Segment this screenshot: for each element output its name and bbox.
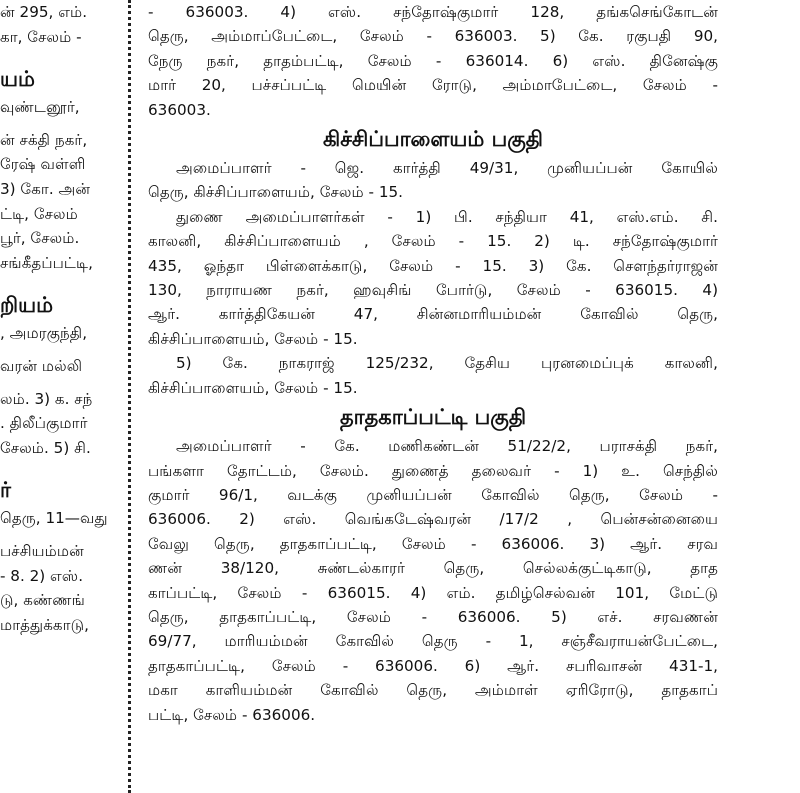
text-line: காலனி, கிச்சிப்பாளையம் , சேலம் - 15. 2) டி. சந்தோஷ்குமார் xyxy=(148,232,718,251)
text-line: கிச்சிப்பாளையம், சேலம் - 15. xyxy=(148,329,358,348)
text-line: பங்களா தோட்டம், சேலம். துணைத் தலைவர் - 1) உ. செந்தில் xyxy=(148,461,718,480)
text-line: சேலம். 5) சி. xyxy=(0,438,91,457)
text-line: டு, கண்ணங் xyxy=(0,591,85,610)
paragraph-continuation xyxy=(148,0,718,122)
text-line: சங்கீதப்பட்டி, xyxy=(0,253,93,272)
text-line: ன் 295, எம். xyxy=(0,3,88,21)
text-line: 636006. 2) எஸ். வெங்கடேஷ்வரன் /17/2 , பென்சன்னையை xyxy=(148,510,718,529)
text-line: - 8. 2) எஸ். xyxy=(0,566,84,585)
text-line: குமார் 96/1, வடக்கு முனியப்பன் கோவில் தெரு, சேலம் - xyxy=(148,485,718,504)
text-line: ட்டி, சேலம் xyxy=(0,204,78,223)
text-line: தெரு, கிச்சிப்பாளையம், சேலம் - 15. xyxy=(148,183,404,202)
text-line: லம். 3) க. சந் xyxy=(0,389,93,408)
text-line: கா, சேலம் - xyxy=(0,27,82,46)
paragraph-organizer xyxy=(148,156,718,205)
text-line: அமைப்பாளர் - ஜெ. கார்த்தி 49/31, முனியப்பன் கோயில் xyxy=(176,159,718,178)
section-heading-kichipalayam: கிச்சிப்பாளையம் பகுதி xyxy=(323,127,543,152)
text-line: பச்சியம்மன் xyxy=(0,541,84,560)
text-line: பட்டி, சேலம் - 636006. xyxy=(148,705,316,724)
text-line: - 636003. 4) எஸ். சந்தோஷ்குமார் 128, தங்கசெங்கோடன் xyxy=(148,3,718,21)
text-line: காப்பட்டி, சேலம் - 636015. 4) எம். தமிழ்செல்வன் 101, மேட்டு xyxy=(148,583,718,602)
text-line: தெரு, தாதகாப்பட்டி, சேலம் - 636006. 5) எச். சரவணன் xyxy=(148,607,718,626)
text-line: 435, ஓந்தா பிள்ளைக்காடு, சேலம் - 15. 3) கே. சௌந்தர்ராஜன் xyxy=(148,256,718,275)
text-line: ஆர். கார்த்திகேயன் 47, சின்னமாரியம்மன் கோவில் தெரு, xyxy=(148,305,718,324)
paragraph-dadagapatti xyxy=(148,434,718,727)
column-divider xyxy=(128,0,131,793)
text-line: வுண்டனூர், xyxy=(0,98,80,117)
right-column xyxy=(148,0,718,793)
text-line: , அமரகுந்தி, xyxy=(0,324,88,343)
text-line: 3) கோ. அன் xyxy=(0,179,91,198)
section-heading: யம் xyxy=(0,67,35,92)
text-line: . திலீப்குமார் xyxy=(0,414,88,433)
paragraph-deputy-organizers xyxy=(148,205,718,351)
text-line: 130, நாராயண நகர், ஹவுசிங் போர்டு, சேலம் - 636015. 4) xyxy=(148,281,718,300)
text-line: 69/77, மாரியம்மன் கோவில் தெரு - 1, சஞ்சீவராயன்பேட்டை, xyxy=(148,632,718,651)
left-column-fragment xyxy=(0,0,122,793)
text-line: ன் சக்தி நகர், xyxy=(0,130,88,149)
text-line: ணன் 38/120, சுண்டல்காரர் தெரு, செல்லக்குட்டிகாடு, தாத xyxy=(148,559,718,578)
section-heading: றியம் xyxy=(0,293,53,318)
text-line: துணை அமைப்பாளர்கள் - 1) பி. சந்தியா 41, எஸ்.எம். சி. xyxy=(176,207,718,226)
section-heading-dadagapatti: தாதகாப்பட்டி பகுதி xyxy=(339,405,527,430)
text-line: கிச்சிப்பாளையம், சேலம் - 15. xyxy=(148,378,358,397)
text-line: மாத்துக்காடு, xyxy=(0,615,89,634)
text-line: ரேஷ் வள்ளி xyxy=(0,155,86,174)
text-line: பூர், சேலம். xyxy=(0,229,80,248)
text-line: அமைப்பாளர் - கே. மணிகண்டன் 51/22/2, பராசக்தி நகர், xyxy=(176,437,718,456)
text-line: தாதகாப்பட்டி, சேலம் - 636006. 6) ஆர். சபரிவாசன் 431-1, xyxy=(148,656,718,675)
text-line: மகா காளியம்மன் கோவில் தெரு, அம்மாள் ஏரிரோடு, தாதகாப் xyxy=(148,681,718,700)
text-line: 5) கே. நாகராஜ் 125/232, தேசிய புரனமைப்புக் காலனி, xyxy=(176,354,718,373)
text-line: மார் 20, பச்சப்பட்டி மெயின் ரோடு, அம்மாபேட்டை, சேலம் - xyxy=(148,76,718,95)
text-line: நேரு நகர், தாதம்பட்டி, சேலம் - 636014. 6) எஸ். தினேஷ்கு xyxy=(148,51,718,70)
text-line: வேலு தெரு, தாதகாப்பட்டி, சேலம் - 636006. 3) ஆர். சரவ xyxy=(148,534,718,553)
section-heading: ர் xyxy=(0,478,11,503)
paragraph-item-5 xyxy=(148,351,718,400)
text-line: தெரு, அம்மாப்பேட்டை, சேலம் - 636003. 5) கே. ரகுபதி 90, xyxy=(148,27,718,46)
text-line: வரன் மல்லி xyxy=(0,356,83,375)
text-line: தெரு, 11—வது xyxy=(0,509,108,528)
text-line: 636003. xyxy=(148,100,211,119)
